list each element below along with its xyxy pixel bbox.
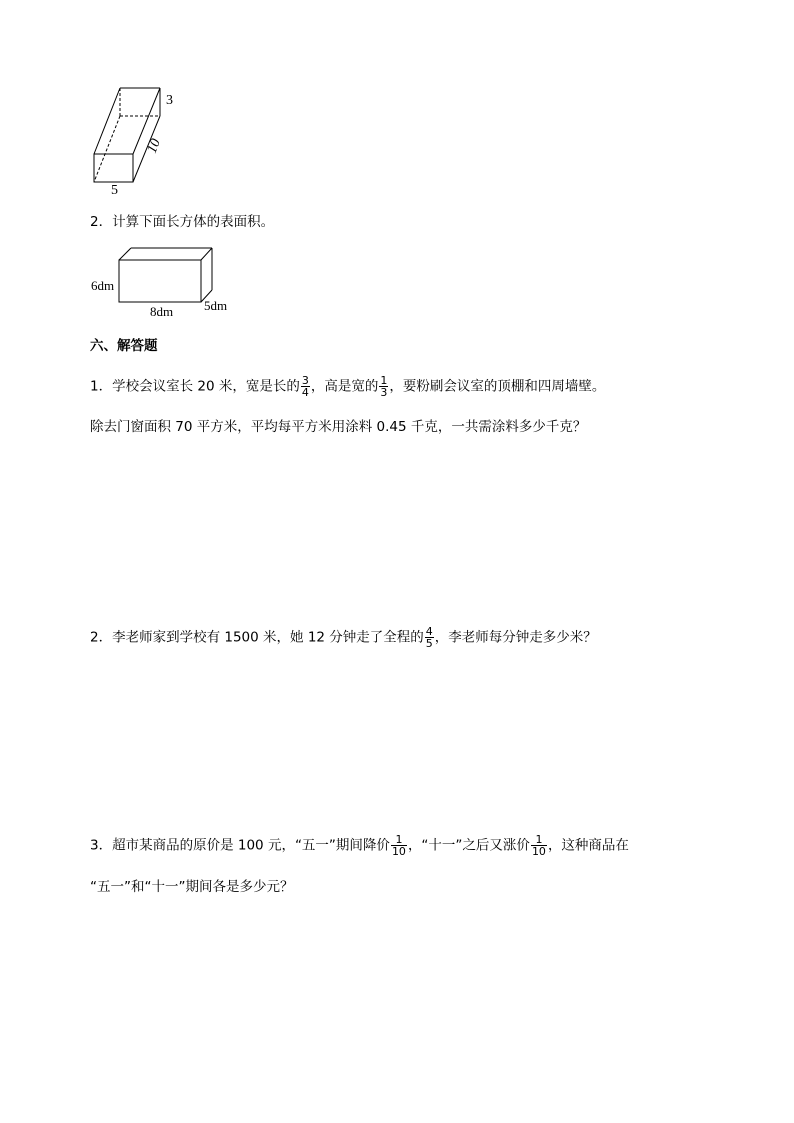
fraction-4-5: $\frac{4}{5}$ [425, 625, 433, 650]
cuboid-figure-1 [85, 82, 195, 197]
fraction-1-3: $\frac{1}{3}$ [380, 374, 388, 399]
dim-width-label: 5dm [204, 298, 228, 313]
problem-3-line-1: 3．超市某商品的原价是 100 元，“五一”期间降价 $\frac{1}{10}$ ，“十一”之后又涨价 $\frac{1}{10}$ ，这种商品在 [90, 833, 629, 858]
front-face [119, 260, 201, 302]
section-heading: 六、解答题 [90, 338, 158, 354]
dim-width-label: 5 [111, 183, 118, 197]
fraction-1-10: $\frac{1}{10}$ [531, 833, 546, 858]
fraction-3-4: $\frac{3}{4}$ [301, 374, 309, 399]
dim-length-label: 10 [144, 136, 164, 156]
dim-length-label: 8dm [150, 304, 174, 319]
fraction-1-10: $\frac{1}{10}$ [391, 833, 406, 858]
cuboid-figure-2 [88, 242, 238, 322]
dim-height-label: 6dm [91, 278, 115, 293]
problem-1-line-1: 1．学校会议室长 20 米，宽是长的 $\frac{3}{4}$ ，高是宽的 $\frac{1}{3}$ ，要粉刷会议室的顶棚和四周墙壁。 [90, 374, 606, 399]
question-2-surface-area: 2．计算下面长方体的表面积。 [90, 214, 275, 230]
dim-height-label: 3 [166, 93, 173, 108]
problem-3-line-2: “五一”和“十一”期间各是多少元？ [90, 879, 294, 895]
problem-1-line-2: 除去门窗面积 70 平方米，平均每平方米用涂料 0.45 千克，一共需涂料多少千克？ [90, 419, 587, 435]
problem-2: 2．李老师家到学校有 1500 米，她 12 分钟走了全程的 $\frac{4}{5}$ ，李老师每分钟走多少米？ [90, 625, 597, 650]
